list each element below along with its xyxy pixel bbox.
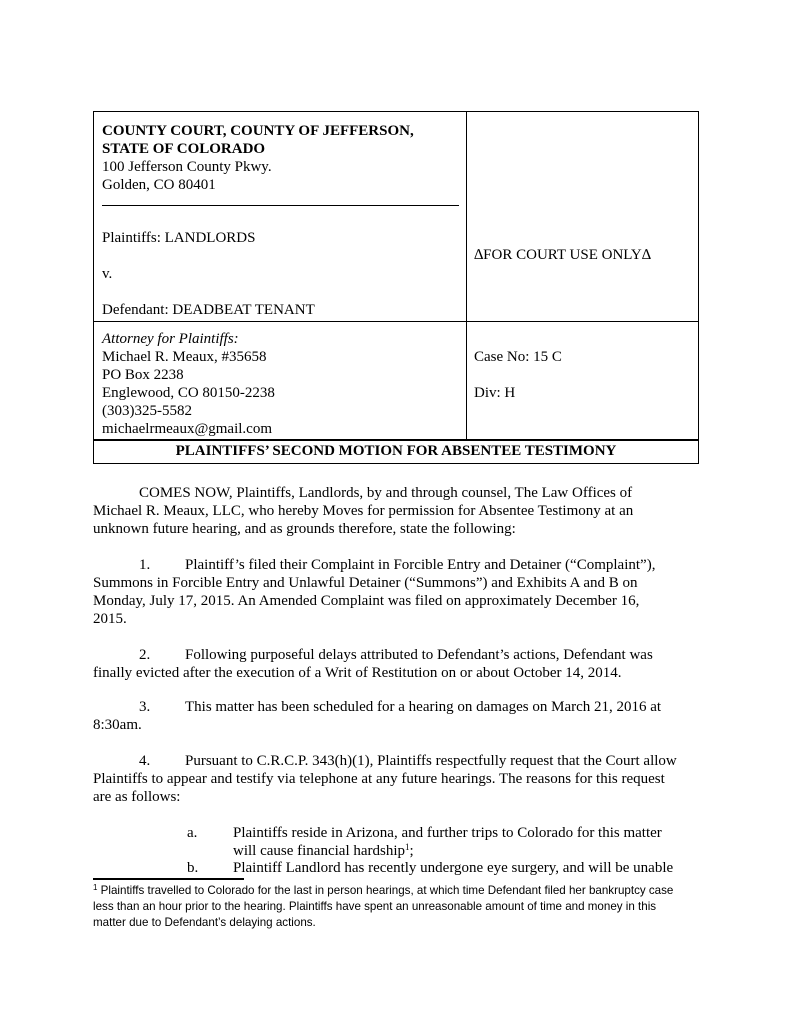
attorney-po-box: PO Box 2238 xyxy=(102,367,184,383)
sub-item-punct: ; xyxy=(409,843,414,859)
caption-table xyxy=(93,111,699,464)
division: Div: H xyxy=(474,385,516,401)
paragraph-line: finally evicted after the execution of a Writ of Restitution on or about October 14, 2014. xyxy=(93,665,622,681)
sub-item-b xyxy=(187,859,699,877)
paragraph-number: 4. xyxy=(139,753,151,769)
paragraph-line: 8:30am. xyxy=(93,717,142,733)
paragraph-line: Monday, July 17, 2015. An Amended Complaint was filed on approximately December 16, xyxy=(93,593,640,609)
numbered-paragraph-2 xyxy=(93,646,699,682)
paragraph-line: 2015. xyxy=(93,611,127,627)
footnote-line: matter due to Defendant’s delaying actions. xyxy=(93,916,316,929)
sub-item-letter: b. xyxy=(187,860,199,876)
caption-vertical-divider xyxy=(466,112,467,440)
intro-line: Michael R. Meaux, LLC, who hereby Moves for permission for Absentee Testimony at an xyxy=(93,503,634,519)
sub-item-line: will cause financial hardship xyxy=(233,843,406,859)
footnote xyxy=(93,883,699,931)
attorney-email: michaelrmeaux@gmail.com xyxy=(102,421,273,437)
versus-line: v. xyxy=(102,266,113,282)
court-address1: 100 Jefferson County Pkwy. xyxy=(102,159,272,175)
motion-title: PLAINTIFFS’ SECOND MOTION FOR ABSENTEE TESTIMONY xyxy=(175,443,617,459)
court-name-line1: COUNTY COURT, COUNTY OF JEFFERSON, xyxy=(102,123,414,139)
numbered-paragraph-3 xyxy=(93,698,699,734)
sub-item-letter: a. xyxy=(187,825,198,841)
attorney-city: Englewood, CO 80150-2238 xyxy=(102,385,275,401)
paragraph-line: Following purposeful delays attributed to Defendant’s actions, Defendant was xyxy=(185,647,653,663)
court-name-line2: STATE OF COLORADO xyxy=(102,141,266,157)
footnote-line: Plaintiffs travelled to Colorado for the last in person hearings, at which time Defendant filed her bankruptcy case xyxy=(97,884,674,897)
attorney-heading: Attorney for Plaintiffs: xyxy=(102,331,239,347)
paragraph-line: Pursuant to C.R.C.P. 343(h)(1), Plaintiffs respectfully request that the Court allow xyxy=(185,753,677,769)
attorney-name: Michael R. Meaux, #35658 xyxy=(102,349,267,365)
court-use-only: ∆FOR COURT USE ONLY∆ xyxy=(474,247,651,263)
paragraph-line: Summons in Forcible Entry and Unlawful Detainer (“Summons”) and Exhibits A and B on xyxy=(93,575,638,591)
caption-title-divider xyxy=(94,439,698,441)
numbered-paragraph-1 xyxy=(93,556,699,628)
court-address2: Golden, CO 80401 xyxy=(102,177,216,193)
court-block xyxy=(102,122,462,194)
footnote-mark: 1 xyxy=(93,883,98,892)
paragraph-number: 2. xyxy=(139,647,151,663)
paragraph-line: are as follows: xyxy=(93,789,181,805)
plaintiffs-line: Plaintiffs: LANDLORDS xyxy=(102,230,256,246)
footnote-separator xyxy=(93,878,244,880)
attorney-block xyxy=(102,330,275,438)
court-underline xyxy=(102,205,459,206)
paragraph-number: 3. xyxy=(139,699,151,715)
attorney-phone: (303)325-5582 xyxy=(102,403,192,419)
sub-item-line: Plaintiff Landlord has recently undergone eye surgery, and will be unable xyxy=(233,860,674,876)
paragraph-line: This matter has been scheduled for a hearing on damages on March 21, 2016 at xyxy=(185,699,662,715)
paragraph-line: Plaintiff’s filed their Complaint in Forcible Entry and Detainer (“Complaint”), xyxy=(185,557,656,573)
intro-line: COMES NOW, Plaintiffs, Landlords, by and through counsel, The Law Offices of xyxy=(139,485,633,501)
caption-horizontal-divider xyxy=(94,321,698,322)
sub-item-line: Plaintiffs reside in Arizona, and further trips to Colorado for this matter xyxy=(233,825,662,841)
parties-block xyxy=(102,229,315,319)
numbered-paragraph-4 xyxy=(93,752,699,806)
footnote-line: less than an hour prior to the hearing. Plaintiffs have spent an unreasonable amount of time and money in this xyxy=(93,900,657,913)
intro-paragraph xyxy=(93,484,699,538)
sub-item-a xyxy=(187,824,699,860)
footnote-reference[interactable]: 1 xyxy=(405,842,410,852)
paragraph-line: Plaintiffs to appear and testify via telephone at any future hearings. The reasons for this request xyxy=(93,771,665,787)
case-number: Case No: 15 C xyxy=(474,349,562,365)
intro-line: unknown future hearing, and as grounds therefore, state the following: xyxy=(93,521,516,537)
paragraph-number: 1. xyxy=(139,557,151,573)
defendant-line: Defendant: DEADBEAT TENANT xyxy=(102,302,315,318)
